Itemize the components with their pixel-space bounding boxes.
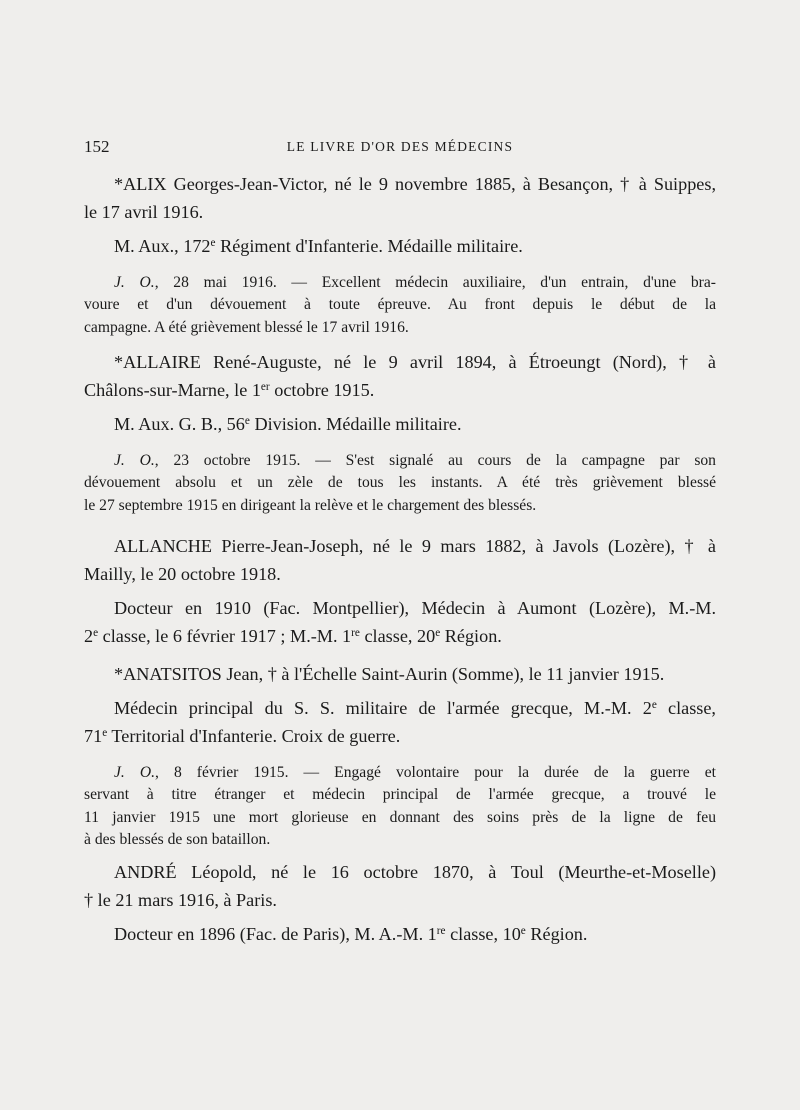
- citation-line: voure et d'un dévouement à toute épreuve. Au front depuis le début de la: [84, 296, 716, 314]
- journal-officiel-ref: J. O.: [114, 274, 155, 291]
- service-line: Docteur en 1910 (Fac. Montpellier), Médecin à Aumont (Lozère), M.-M.: [114, 598, 716, 618]
- entry-heading-line: *ALLAIRE René-Auguste, né le 9 avril 1894, à Étroeungt (Nord), † à: [114, 352, 716, 372]
- citation-line: à des blessés de son bataillon.: [84, 830, 271, 848]
- entry-allanche: [84, 532, 716, 650]
- service-line: Médecin principal du S. S. militaire de l'armée grecque, M.-M. 2e classe,: [114, 698, 716, 718]
- entry-heading-line: Châlons-sur-Marne, le 1er octobre 1915.: [84, 380, 375, 400]
- page-header: [84, 137, 716, 159]
- citation-line: 11 janvier 1915 une mort glorieuse en donnant des soins près de la ligne de feu: [84, 808, 716, 826]
- entry-heading-line: le 17 avril 1916.: [84, 202, 204, 222]
- service-line: M. Aux., 172e Régiment d'Infanterie. Médaille militaire.: [114, 236, 523, 256]
- entry-heading-line: ALLANCHE Pierre-Jean-Joseph, né le 9 mars 1882, à Javols (Lozère), † à: [114, 536, 716, 556]
- citation-line: servant à titre étranger et médecin principal de l'armée grecque, a trouvé le: [84, 786, 716, 804]
- citation-line: dévouement absolu et un zèle de tous les instants. A été très grièvement blessé: [84, 474, 716, 492]
- entry-heading-line: Mailly, le 20 octobre 1918.: [84, 564, 281, 584]
- page-number: 152: [84, 137, 110, 156]
- entry-andre: [84, 858, 716, 948]
- entry-heading-line: ANDRÉ Léopold, né le 16 octobre 1870, à Toul (Meurthe-et-Moselle): [114, 862, 716, 882]
- citation-line: J. O., 28 mai 1916. — Excellent médecin auxiliaire, d'un entrain, d'une bra-: [114, 274, 716, 291]
- service-line: 71e Territorial d'Infanterie. Croix de guerre.: [84, 726, 401, 746]
- running-title: LE LIVRE D'OR DES MÉDECINS: [286, 139, 514, 154]
- entry-heading-line: *ALIX Georges-Jean-Victor, né le 9 novembre 1885, à Besançon, † à Suippes,: [114, 174, 716, 194]
- citation-line: campagne. A été grièvement blessé le 17 avril 1916.: [84, 318, 409, 336]
- entry-heading-line: *ANATSITOS Jean, † à l'Échelle Saint-Aurin (Somme), le 11 janvier 1915.: [114, 664, 665, 684]
- citation-line: J. O., 23 octobre 1915. — S'est signalé au cours de la campagne par son: [114, 452, 716, 469]
- journal-officiel-ref: J. O.: [114, 764, 156, 781]
- entry-heading-line: † le 21 mars 1916, à Paris.: [84, 890, 277, 910]
- entry-allaire: [84, 348, 716, 517]
- citation-line: J. O., 8 février 1915. — Engagé volontaire pour la durée de la guerre et: [114, 764, 716, 781]
- service-line: Docteur en 1896 (Fac. de Paris), M. A.-M. 1re classe, 10e Région.: [114, 924, 588, 944]
- service-line: 2e classe, le 6 février 1917 ; M.-M. 1re classe, 20e Région.: [84, 626, 502, 646]
- entry-anatsitos: [84, 660, 716, 851]
- service-line: M. Aux. G. B., 56e Division. Médaille militaire.: [114, 414, 462, 434]
- citation-line: le 27 septembre 1915 en dirigeant la relève et le chargement des blessés.: [84, 496, 537, 514]
- journal-officiel-ref: J. O.: [114, 452, 155, 469]
- entry-alix: [84, 170, 716, 339]
